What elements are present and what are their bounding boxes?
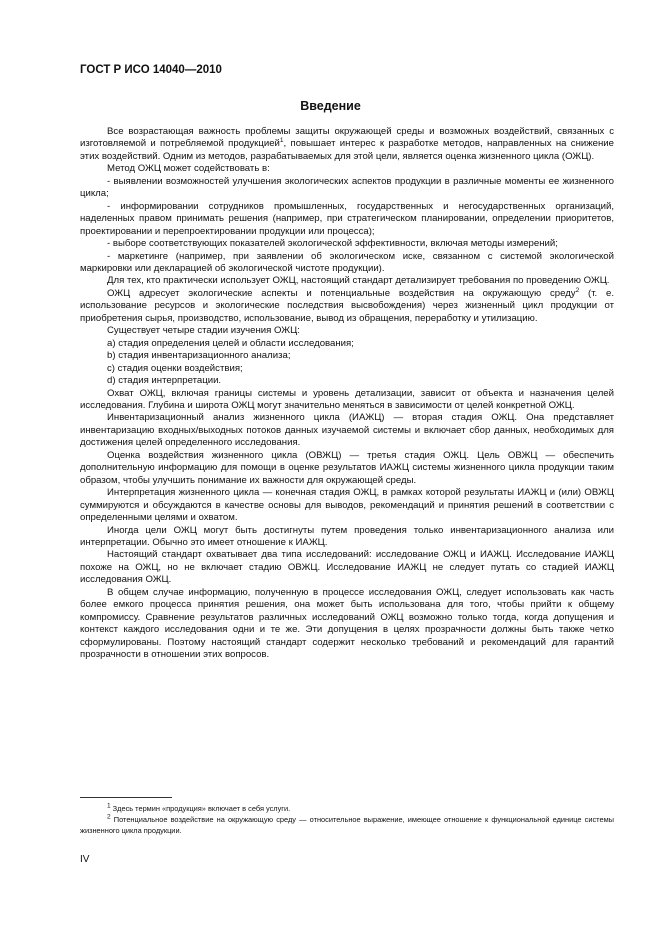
paragraph: ОЖЦ адресует экологические аспекты и потенциальные воздействия на окружающую среду$^2$ (т. е. использование ресурсов и экологические последствия высвобождения) через жизненный цикл продукции от приобретения сырья, производство, использование, вывод из обращения, переработку и утилизацию. — [80, 286, 614, 324]
paragraph: Инвентаризационный анализ жизненного цикла (ИАЖЦ) — вторая стадия ОЖЦ. Она представляет инвентаризацию входных/выходных потоков данных изучаемой системы и включает сбор данных, необходимых для достижения целей определенного исследования. — [80, 412, 614, 449]
footnote-ref: 1 — [279, 137, 284, 145]
list-item: b) стадия инвентаризационного анализа; — [107, 350, 291, 362]
paragraph: Оценка воздействия жизненного цикла (ОВЖЦ) — третья стадия ОЖЦ. Цель ОВЖЦ — обеспечить дополнительную информацию для помощи в оценке результатов ИАЖЦ системы жизненного цикла продукции таким образом, чтобы улучшить понимание их важности для окружающей среды. — [80, 449, 614, 486]
footnote-mark: 1 — [107, 802, 111, 810]
paragraph: Настоящий стандарт охватывает два типа исследований: исследование ОЖЦ и ИАЖЦ. Исследование ИАЖЦ похоже на ОЖЦ, но не включает стадию ОВЖЦ. Исследование ИАЖЦ не следует путать со стадией ИАЖЦ исследования ОЖЦ. — [80, 549, 614, 586]
paragraph: Для тех, кто практически использует ОЖЦ, настоящий стандарт детализирует требования по проведению ОЖЦ. — [107, 275, 610, 287]
paragraph: Метод ОЖЦ может содействовать в: — [107, 163, 270, 175]
footnote-ref: 2 — [575, 286, 580, 294]
list-item: - информировании сотрудников промышленных, государственных и негосударственных организаций, наделенных правом принимать решения (например, при стратегическом планировании, определении приоритетов, проектировании и перепроектировании продукции или процесса); — [80, 200, 614, 237]
document-header: ГОСТ Р ИСО 14040—2010 — [80, 64, 222, 76]
list-item: d) стадия интерпретации. — [107, 375, 222, 387]
list-item: - выявлении возможностей улучшения экологических аспектов продукции в различные моменты ее жизненного цикла; — [80, 175, 614, 200]
list-item: - выборе соответствующих показателей экологической эффективности, включая методы измерений; — [107, 238, 558, 250]
footnote-separator — [80, 797, 172, 798]
paragraph: Интерпретация жизненного цикла — конечная стадия ОЖЦ, в рамках которой результаты ИАЖЦ и (или) ОВЖЦ суммируются и обсуждаются в качестве основы для выводов, рекомендаций и принятия решений в соответствии с определенными целями и охватом. — [80, 487, 614, 524]
footnote-mark: 2 — [107, 813, 111, 821]
list-item: c) стадия оценки воздействия; — [107, 362, 243, 374]
body-text — [80, 126, 614, 661]
footnote: $^2$ Потенциальное воздействие на окружающую среду — относительное выражение, имеющее отношение к функциональной единице системы жизненного цикла продукции. — [80, 813, 614, 835]
paragraph: Иногда цели ОЖЦ могут быть достигнуты путем проведения только инвентаризационного анализа или интерпретации. Обычно это имеет отношение к ИАЖЦ. — [80, 524, 614, 548]
section-title: Введение — [300, 99, 361, 113]
list-item: a) стадия определения целей и области исследования; — [107, 337, 354, 349]
paragraph: В общем случае информацию, полученную в процессе исследования ОЖЦ, следует использовать как часть более емкого процесса принятия решения, она может быть использована для того, чтобы прийти к общему компромиссу. Сравнение результатов различных исследований ОЖЦ возможно только тогда, когда допущения и контекст каждого исследования одни и те же. Эти допущения в целях прозрачности должны быть также четко сформулированы. Поэтому настоящий стандарт содержит несколько требований и рекомендаций для гарантий прозрачности в отношении этих вопросов. — [80, 586, 614, 661]
footnotes — [80, 803, 614, 836]
paragraph: Все возрастающая важность проблемы защиты окружающей среды и возможных воздействий, связанных с изготовляемой и потребляемой продукцией$^1$, повышает интерес к разработке методов, направленных на снижение этих воздействий. Одним из методов, разрабатываемых для этой цели, является оценка жизненного цикла (ОЖЦ). — [80, 126, 614, 162]
paragraph: Существует четыре стадии изучения ОЖЦ: — [107, 325, 300, 337]
paragraph: Охват ОЖЦ, включая границы системы и уровень детализации, зависит от объекта и назначения целей исследования. Глубина и широта ОЖЦ могут значительно меняться в зависимости от целей конкретной ОЖЦ. — [80, 387, 614, 411]
footnote: $^1$ Здесь термин «продукция» включает в себя услуги. — [107, 802, 291, 813]
list-item: - маркетинге (например, при заявлении об экологическом иске, связанном с системой экологической маркировки или декларацией об экологической чистоте продукции). — [80, 250, 614, 274]
page-number: IV — [80, 854, 90, 865]
